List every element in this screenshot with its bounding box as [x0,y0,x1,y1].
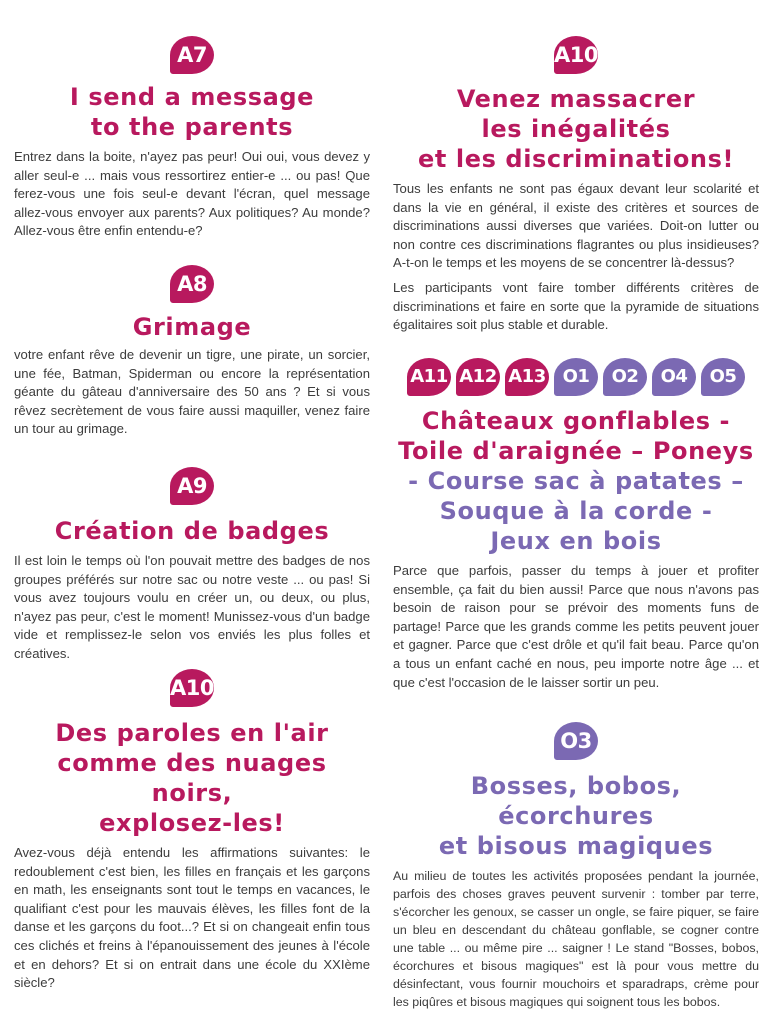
activity-title: Grimage [132,313,252,341]
activity-description: votre enfant rêve de devenir un tigre, une pirate, un sorcier, une fée, Batman, Spiderman ou encore la représentation géante du gâteau d'anniversaire des 50 ans ? Et si vous rêvez secrètement de vous faire aussi maquiller, venez faire un tour au grimage. [14,347,370,437]
activity-a10-right [393,36,759,341]
activity-badge: O5 [701,358,745,396]
activity-a7 [14,36,370,241]
activity-badge: O3 [554,722,598,760]
activity-badge: A13 [505,358,549,396]
activity-badge: O1 [554,358,598,396]
activity-title: Venez massacrer les inégalités et les discriminations! [417,85,735,173]
activity-badge: O2 [603,358,647,396]
activity-description [393,180,759,335]
activity-o3 [393,722,759,1011]
activity-badge: A12 [456,358,500,396]
activity-badge: O4 [652,358,696,396]
activity-badge: A8 [170,265,214,303]
activity-description: Parce que parfois, passer du temps à jouer et profiter ensemble, ça fait du bien aussi! Parce que nous n'avons pas besoin de raison pour se prévoir des moments funs de partage! Parce que les grands comme les petits peuvent jouer et gagner. Parce que c'est drôle et qu'il fait beau. Parce qu'on a tous un enfant caché en nous, peu importe notre âge ... et que c'est l'occasion de le laisser sortir un peu. [393,563,759,690]
activity-title: I send a message to the parents [69,83,315,141]
activity-a8 [14,265,370,439]
description-paragraph: Les participants vont faire tomber différents critères de discriminations et faire en sorte que la pyramide de situations égalitaires soit plus stable et durable. [393,279,759,333]
activity-description: Entrez dans la boite, n'ayez pas peur! Oui oui, vous devez y aller seul-e ... mais vous ressortirez entier-e ... ou pas! Que ferez-vous une fois seul-e devant l'écran, quel message allez-vous envoyer aux parents? Aux politiques? Au monde? Allez-vous être enfin entendu-e? [14,149,370,239]
activity-badge: A10 [170,669,214,707]
activity-badge: A9 [170,467,214,505]
activity-games [393,358,759,692]
activity-title: Châteaux gonflables - Toile d'araignée – Poneys - Course sac à patates – Souque à la corde - Jeux en bois [398,407,754,555]
activity-a9 [14,467,370,664]
description-paragraph: Tous les enfants ne sont pas égaux devant leur scolarité et dans la vie en général, il existe des critères et sources de discriminations aussi diverses que variées. Doit-on lutter ou non contre ces discriminations flagrantes ou plus insidieuses? A-t-on le temps et les moyens de se concentrer là-dessus? [393,181,759,271]
activity-badge: A11 [407,358,451,396]
activity-title: Création de badges [54,517,330,545]
activity-a10-left [14,669,370,993]
activity-badge: A7 [170,36,214,74]
activity-description: Avez-vous déjà entendu les affirmations suivantes: le redoublement c'est bien, les filles en français et les garçons en math, les enseignants sont tout le temps en vacances, le qualifiant c'est pour les mauvais élèves, les filles font de la danse et les garçons du foot...? Et si on changeait enfin tous ces clichés et freins à l'épanouissement des jeunes à l'école et en dehors? Et si on entrait dans une école du XXIème siècle? [14,845,370,991]
badge-group [393,358,759,396]
activity-description: Il est loin le temps où l'on pouvait mettre des badges de nos groupes préférés sur notre sac ou notre veste ... ou pas! Si vous avez toujours voulu en créer un, ou deux, ou plus, n'ayez pas peur, c'est le moment! Munissez-vous d'un badge vide et remplissez-le selon vos enviés les plus folles et créatives. [14,553,370,661]
activity-description: Au milieu de toutes les activités proposées pendant la journée, parfois des choses graves peuvent survenir : tomber par terre, s'écorcher les genoux, se casser un ongle, se faire piquer, se faire un bleu en descendant du château gonflable, se cogner contre une table ... ou même pire ... saigner ! Le stand "Bosses, bobos, écorchures et bisous magiques" est là pour vous mettre du désinfectant, vous fournir mouchoirs et sparadraps, crème pour les piqûres et bisous magiques qui soignent tous les bobos. [393,869,759,1009]
activity-title: Bosses, bobos, écorchures et bisous magiques [438,772,714,860]
activity-title: Des paroles en l'air comme des nuages noirs, explosez-les! [55,719,329,837]
activity-badge: A10 [554,36,598,74]
